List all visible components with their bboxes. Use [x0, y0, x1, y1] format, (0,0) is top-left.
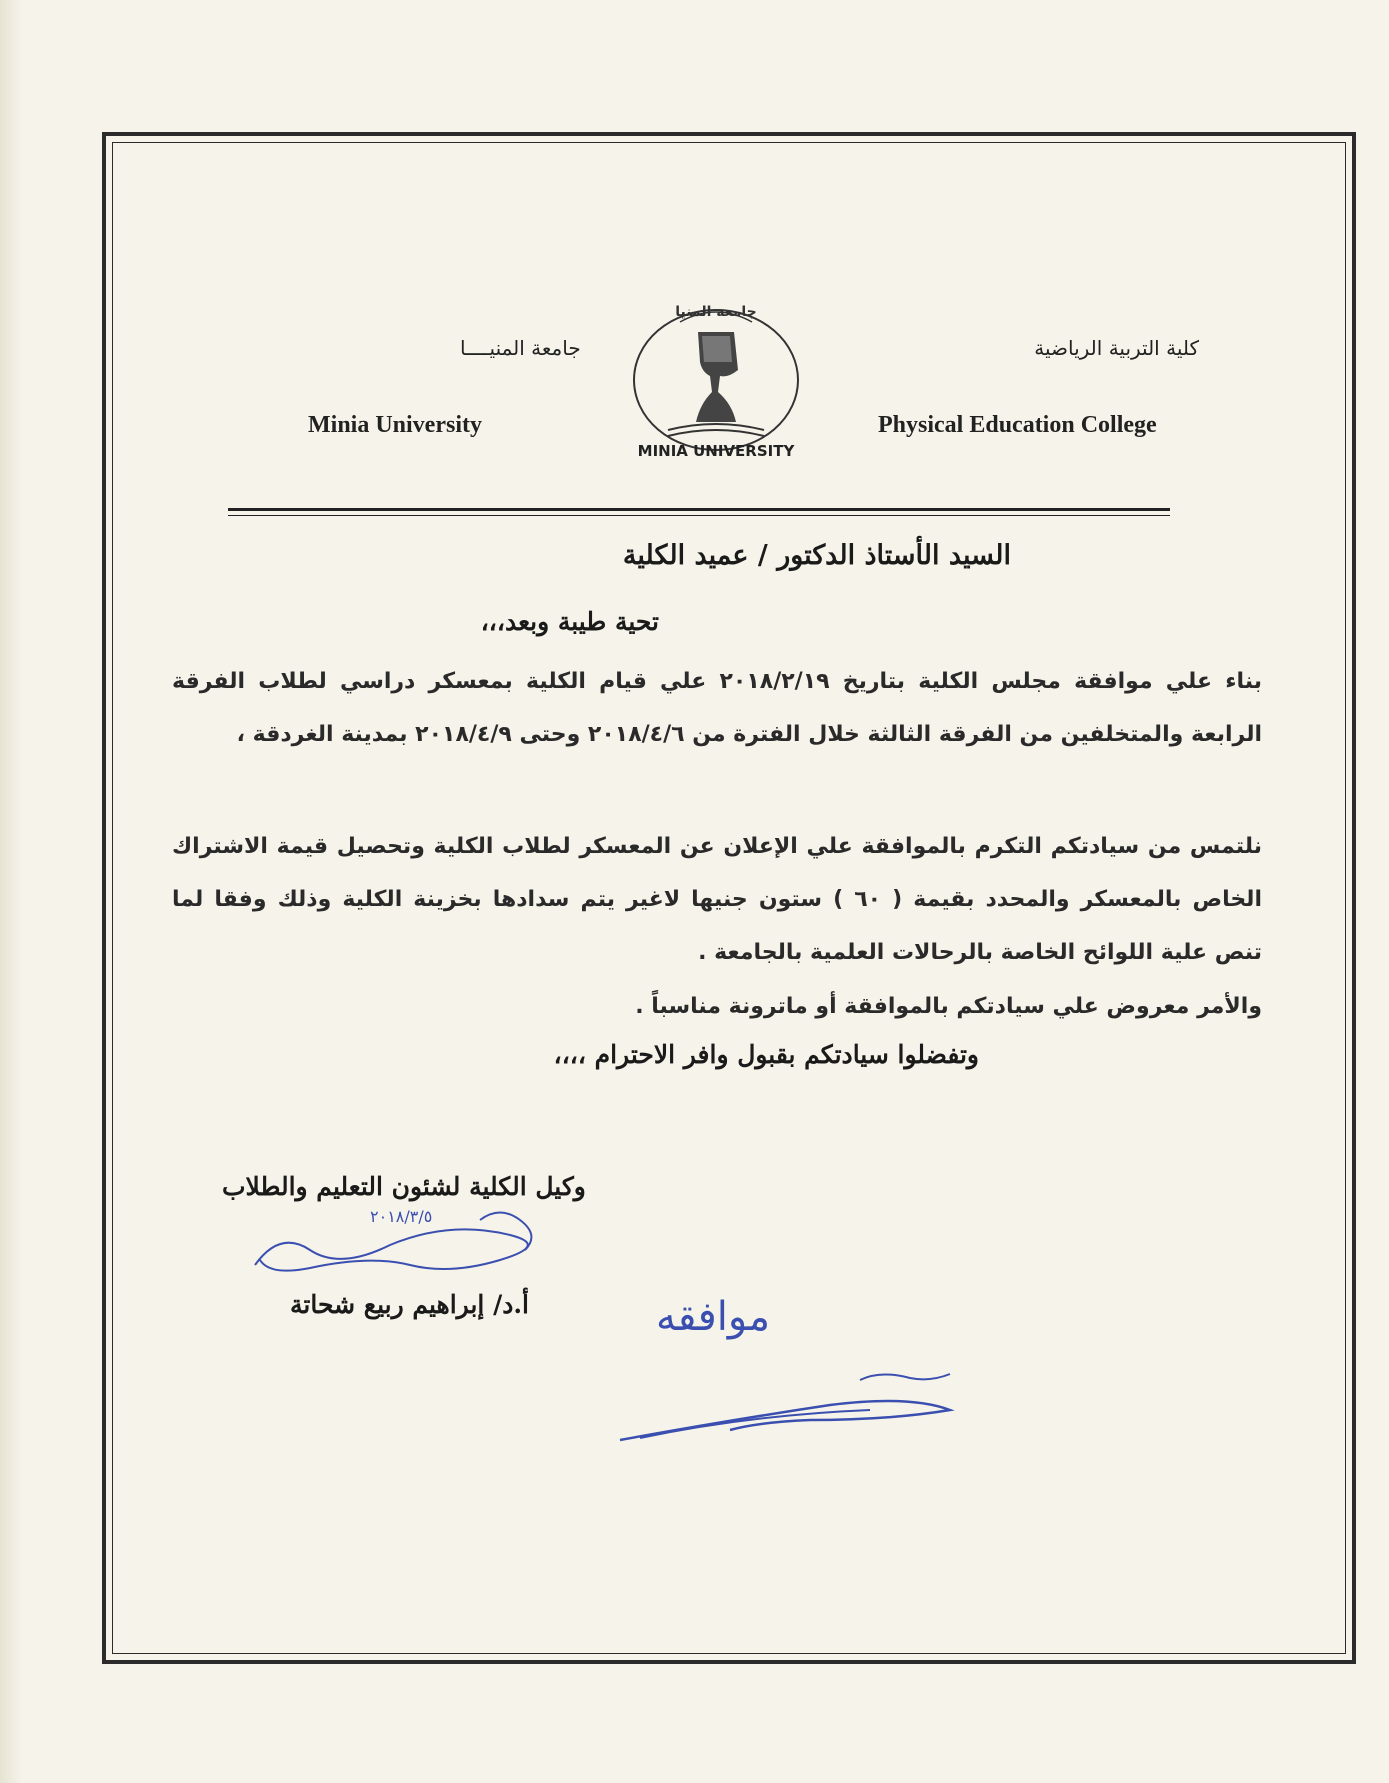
college-name-ar: كلية التربية الرياضية — [1034, 336, 1199, 360]
paragraph-3: والأمر معروض علي سيادتكم بالموافقة أو ماترونة مناسباً . — [635, 994, 1262, 1019]
college-name-en: Physical Education College — [878, 412, 1157, 438]
scan-edge — [0, 0, 22, 1783]
header-rule-thin — [228, 515, 1170, 516]
university-name-ar: جامعة المنيــــا — [460, 336, 581, 360]
handwritten-date: ٢٠١٨/٣/٥ — [370, 1207, 433, 1226]
paragraph-1: بناء علي موافقة مجلس الكلية بتاريخ ٢٠١٨/٢/١٩ علي قيام الكلية بمعسكر دراسي لطلاب الفرقة الرابعة والمتخلفين من الفرقة الثالثة خلال الفترة من ٢٠١٨/٤/٦ وحتى ٢٠١٨/٤/٩ بمدينة الغردقة ، — [172, 669, 1262, 747]
dean-approval-signature — [610, 1270, 990, 1470]
logo-caption: MINIA UNIVERSITY — [637, 442, 795, 460]
logo-arc-text: جامعة المنيا — [675, 304, 757, 320]
header-rule — [228, 508, 1170, 511]
approval-handwritten: موافقه — [655, 1294, 770, 1340]
closing: وتفضلوا سيادتكم بقبول وافر الاحترام ،،،، — [553, 1040, 979, 1069]
paragraph-2: نلتمس من سيادتكم التكرم بالموافقة علي الإعلان عن المعسكر لطلاب الكلية وتحصيل قيمة الاشتراك الخاص بالمعسكر والمحدد بقيمة ( ٦٠ ) ستون جنيها لاغير يتم سدادها بخزينة الكلية وذلك وفقا لما تنص علية اللوائح الخاصة بالرحالات العلمية بالجامعة . — [172, 834, 1262, 965]
university-name-en: Minia University — [308, 412, 482, 438]
university-logo — [628, 292, 804, 464]
vice-dean-signature — [250, 1190, 630, 1300]
signatory-title: وكيل الكلية لشئون التعليم والطلاب — [222, 1172, 586, 1201]
greeting: تحية طيبة وبعد،،، — [480, 607, 659, 636]
signatory-name: أ.د/ إبراهيم ربيع شحاتة — [290, 1290, 529, 1319]
salutation: السيد الأستاذ الدكتور / عميد الكلية — [622, 540, 1011, 571]
